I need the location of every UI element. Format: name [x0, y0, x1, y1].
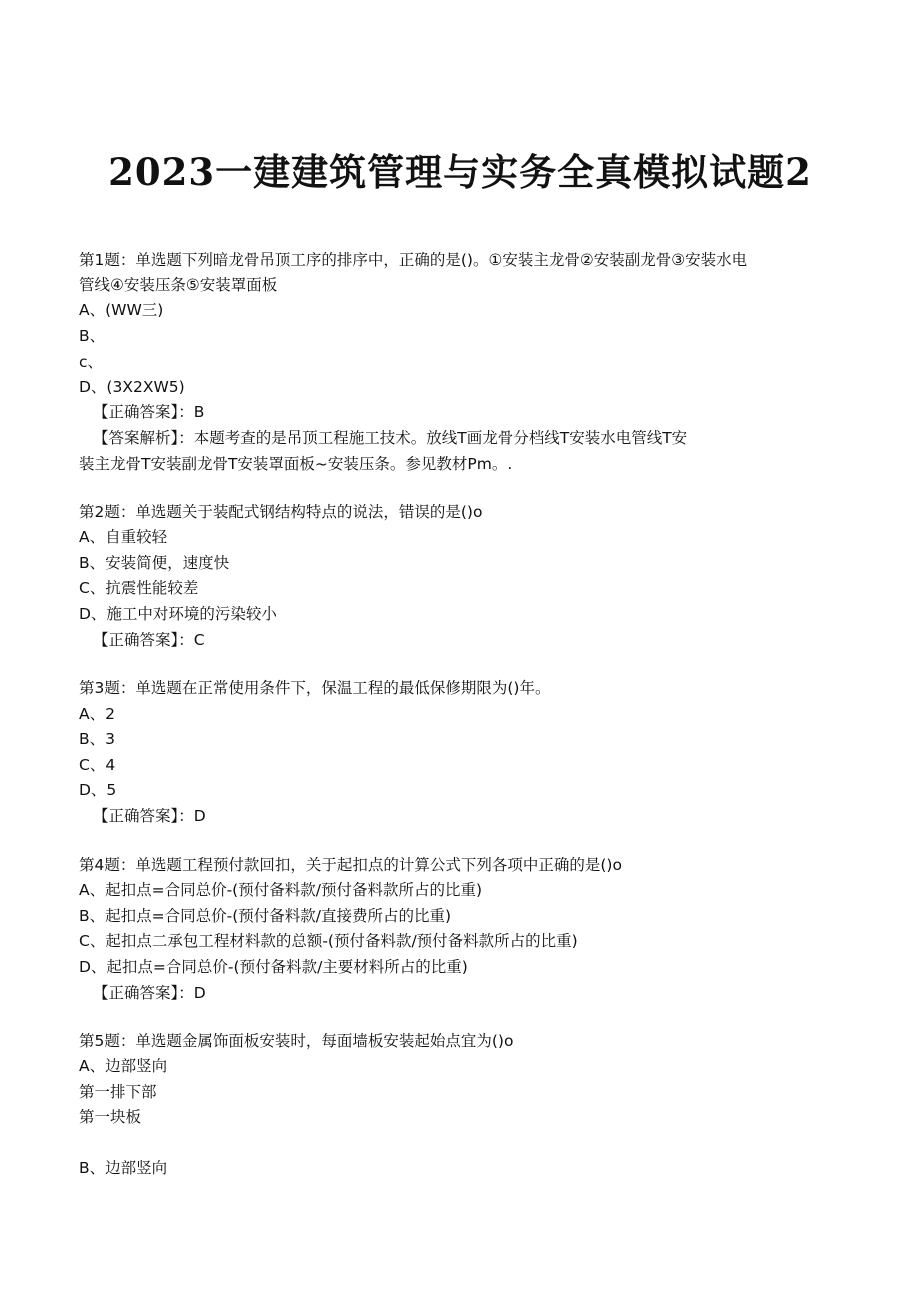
question-3-option-b: B、3 — [79, 730, 115, 748]
question-3-option-a: A、2 — [79, 705, 115, 723]
question-5-stem: 第5题：单选题金属饰面板安装时，每面墙板安装起始点宜为()o — [79, 1032, 514, 1050]
question-5-option-a-line-3: 第一块板 — [79, 1108, 142, 1126]
question-4-stem: 第4题：单选题工程预付款回扣，关于起扣点的计算公式下列各项中正确的是()o — [79, 856, 622, 874]
question-2-answer: 【正确答案】：C — [93, 631, 205, 649]
question-3-option-d: D、5 — [79, 781, 117, 799]
question-1-option-c: c、 — [79, 353, 104, 371]
question-1-explanation-line-2: 装主龙骨T安装副龙骨T安装罩面板~安装压条。参见教材Pm。. — [79, 455, 513, 473]
question-4-option-a: A、起扣点=合同总价-(预付备料款/预付备料款所占的比重) — [79, 881, 483, 899]
question-1-option-a: A、(WW三) — [79, 301, 164, 319]
question-2-stem: 第2题：单选题关于装配式钢结构特点的说法，错误的是()o — [79, 503, 483, 521]
question-4-answer: 【正确答案】：D — [93, 984, 206, 1002]
question-5-option-b: B、边部竖向 — [79, 1159, 168, 1177]
question-5-option-a: A、边部竖向 — [79, 1057, 168, 1075]
question-2-option-d: D、施工中对环境的污染较小 — [79, 605, 277, 623]
question-1-option-b: B、 — [79, 327, 106, 345]
question-2-option-b: B、安装简便，速度快 — [79, 554, 230, 572]
question-1-answer: 【正确答案】：B — [93, 403, 205, 421]
question-2-option-a: A、自重较轻 — [79, 528, 168, 546]
question-1-option-d: D、(3X2XW5) — [79, 378, 185, 396]
question-1-stem-line-1: 第1题：单选题下列暗龙骨吊顶工序的排序中，正确的是()。①安装主龙骨②安装副龙骨③安装水电 — [79, 251, 748, 269]
question-1-stem-line-2: 管线④安装压条⑤安装罩面板 — [79, 276, 278, 294]
document-title: 2023一建建筑管理与实务全真模拟试题2 — [108, 150, 812, 194]
question-4-option-d: D、起扣点=合同总价-(预付备料款/主要材料所占的比重) — [79, 958, 468, 976]
question-1-explanation-line-1: 【答案解析】：本题考查的是吊顶工程施工技术。放线T画龙骨分档线T安装水电管线T安 — [93, 429, 688, 447]
question-4-option-b: B、起扣点=合同总价-(预付备料款/直接费所占的比重) — [79, 907, 452, 925]
question-3-answer: 【正确答案】：D — [93, 807, 206, 825]
question-2-option-c: C、抗震性能较差 — [79, 579, 199, 597]
question-3-option-c: C、4 — [79, 756, 116, 774]
question-5-option-a-line-2: 第一排下部 — [79, 1083, 157, 1101]
question-4-option-c: C、起扣点二承包工程材料款的总额-(预付备料款/预付备料款所占的比重) — [79, 932, 578, 950]
question-3-stem: 第3题：单选题在正常使用条件下，保温工程的最低保修期限为()年。 — [79, 679, 551, 697]
